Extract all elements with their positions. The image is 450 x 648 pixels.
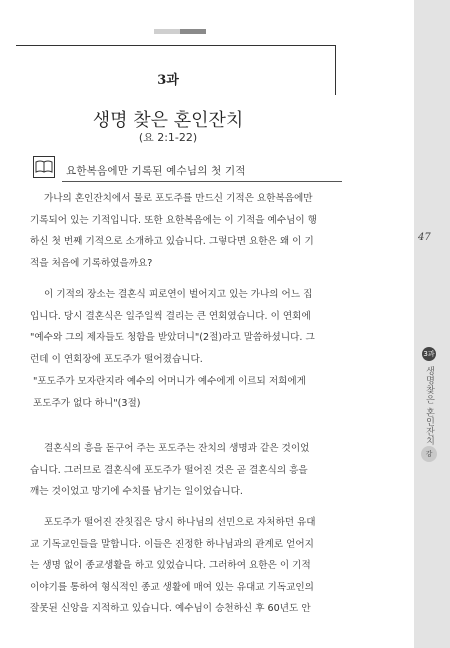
header-rule [16,45,336,46]
side-lesson-badge: 3과 [422,347,436,361]
side-tab [414,0,450,648]
paragraph-3: 결혼식의 흥을 돋구어 주는 포도주는 잔치의 생명과 같은 것이었 습니다. 그러므로 결혼식에 포도주가 떨어진 것은 곧 결혼식의 흥을 깨는 것이었고 망기에 수치를 남기는 일이었습니다. [30,443,310,497]
section-underline [62,181,342,182]
side-vertical-title: 생명찾은 혼인잔치 [424,366,434,446]
scripture-reference: (요 2:1-22) [138,131,198,144]
quote-block: "포도주가 모자란지라 예수의 어머니가 예수에게 이르되 저희에게 포도주가 없다 하니"(3절) [33,376,306,409]
page-title: 생명 찾은 혼인잔치 [92,110,244,131]
side-tail-badge: 강 [421,446,437,462]
paragraph-1: 가나의 혼인잔치에서 물로 포도주를 만드신 기적은 요한복음에만 기록되어 있는 기적입니다. 또한 요한복음에는 이 기적을 예수님이 행 하신 첫 번째 기적으로 소개하고 있습니다. 그렇다면 요한은 왜 이 기 적을 처음에 기록하였을까요? [30,193,317,269]
paragraph-2: 이 기적의 장소는 결혼식 피로연이 벌어지고 있는 가나의 어느 집 입니다. 당시 결혼식은 일주일씩 결리는 큰 연회였습니다. 이 연회에 "예수와 그의 제자들도 청함을 받았더니"(2절)라고 말씀하셨니다. 그 런데 이 연회장에 포도주가 떨어졌습니다. [30,289,315,365]
lesson-number: 3과 [157,73,179,88]
page-number: 47 [418,232,431,243]
section-title: 요한복음에만 기록된 예수님의 첫 기적 [66,165,246,177]
top-decoration-bar [154,29,206,34]
paragraph-4: 포도주가 떨어진 잔칫집은 당시 하나님의 선민으로 자처하던 유대 교 기독교인들을 말합니다. 이들은 진정한 하나님과의 관계로 얻어지 는 생명 없이 종교생활을 하고 있었습니다. 그러하여 요한은 이 기적 이야기를 통하여 형식적인 종교 생활에 매여 있는 유대교 기독교인의 잘못된 신앙을 지적하고 있습니다. 예수님이 승천하신 후 60년도 안 [30,517,316,614]
book-icon [33,156,55,178]
